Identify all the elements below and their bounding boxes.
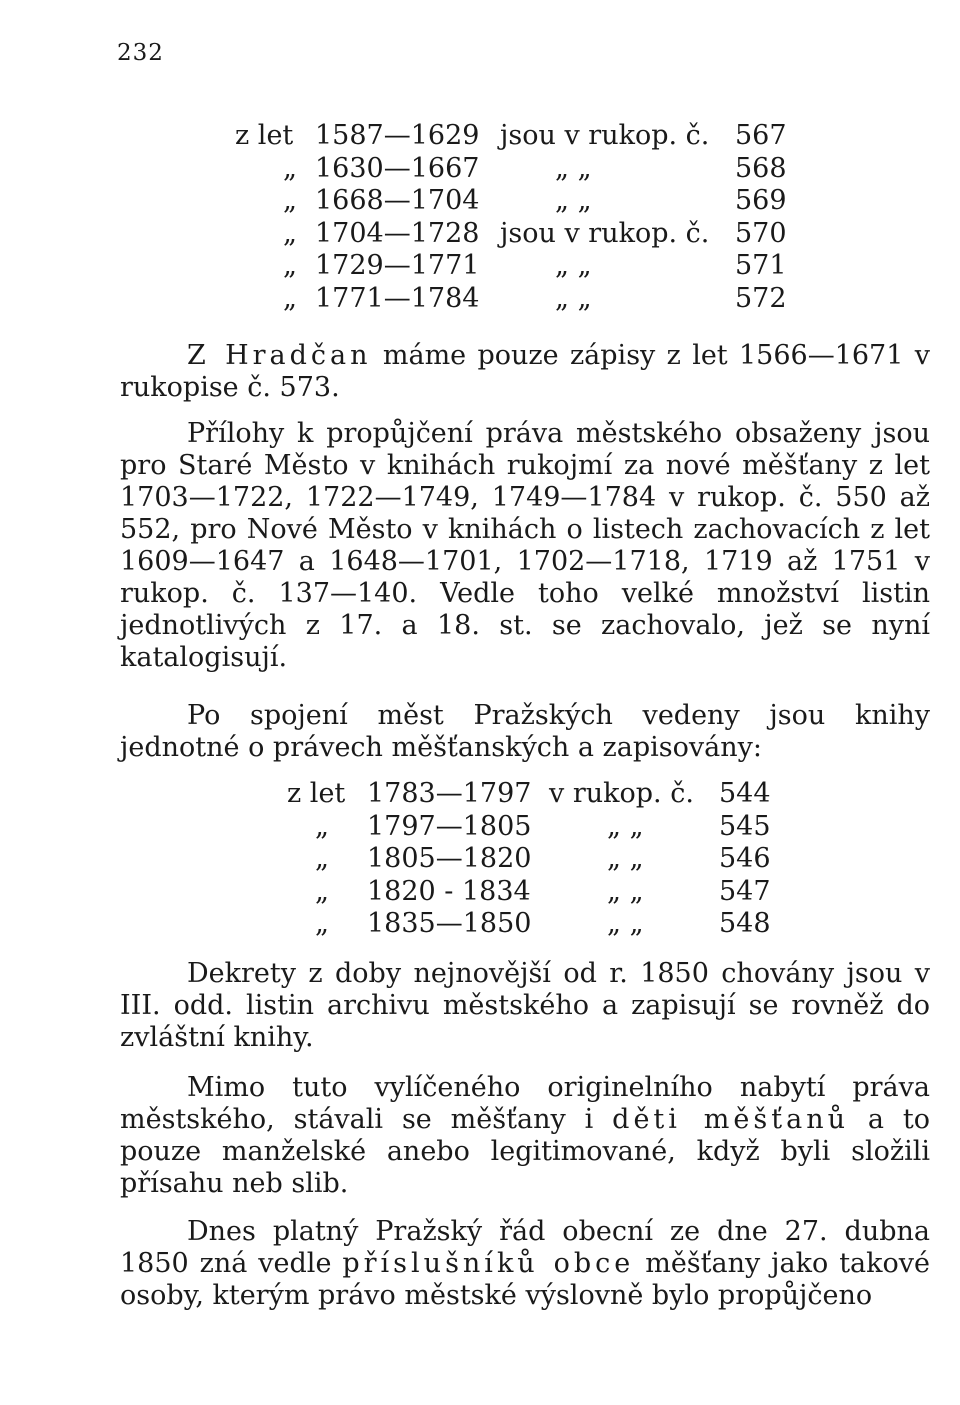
- row-lead: „: [315, 908, 329, 939]
- row-ref: „ „: [607, 843, 644, 874]
- row-lead: „: [283, 282, 297, 314]
- paragraph-municipal-order: [120, 1216, 930, 1312]
- spaced-term: příslušníků obce: [342, 1248, 635, 1279]
- row-lead: „: [315, 843, 329, 874]
- row-range: 1771—1784: [315, 282, 480, 314]
- row-range: 1820 - 1834: [367, 875, 531, 907]
- row-ref: „ „: [555, 250, 592, 281]
- row-range: 1668—1704: [315, 185, 480, 216]
- row-range: 1797—1805: [367, 810, 532, 842]
- row-lead: „: [283, 185, 297, 216]
- row-lead: „: [283, 152, 297, 184]
- row-ref: „ „: [555, 152, 592, 184]
- row-range: 1704—1728: [315, 217, 480, 249]
- row-ref: „ „: [607, 908, 644, 939]
- row-number: 546: [719, 843, 771, 874]
- paragraph-decrees: Dekrety z doby nejnovější od r. 1850 chovány jsou v III. odd. listin archivu městského a zapisují se rovněž do zvláštní knihy.: [120, 958, 930, 1053]
- row-ref: jsou v rukop. č.: [500, 120, 710, 151]
- spaced-place-name: Z Hradčan: [187, 340, 372, 371]
- row-number: 570: [735, 217, 787, 249]
- row-number: 544: [719, 778, 771, 809]
- row-number: 569: [735, 185, 787, 216]
- row-number: 567: [735, 120, 787, 151]
- paragraph-children: [120, 1072, 930, 1200]
- row-range: 1587—1629: [315, 120, 480, 151]
- row-ref: „ „: [555, 185, 592, 216]
- row-lead: „: [315, 810, 329, 842]
- row-ref: jsou v rukop. č.: [500, 217, 710, 249]
- paragraph-union: Po spojení měst Pražských vedeny jsou knihy jednotné o právech měšťanských a zapisovány:: [120, 700, 930, 763]
- row-lead: „: [315, 875, 329, 907]
- row-ref: v rukop. č.: [549, 778, 694, 809]
- row-ref: „ „: [607, 875, 644, 907]
- row-number: 548: [719, 908, 771, 939]
- row-range: 1783—1797: [367, 778, 532, 809]
- spaced-term: děti měšťanů: [612, 1104, 849, 1135]
- row-ref: „ „: [607, 810, 644, 842]
- paragraph-text: máme pouze zápisy z let 1566—1671 v rukopise č. 573.: [120, 340, 930, 403]
- row-lead: „: [283, 250, 297, 281]
- paragraph-text: a to pouze manželské anebo legitimované, když byli složili přísahu neb slib.: [120, 1104, 930, 1199]
- row-number: 572: [735, 282, 787, 314]
- paragraph-hradcany: [120, 340, 930, 404]
- paragraph-attachments: Přílohy k propůjčení práva městského obsaženy jsou pro Staré Město v knihách rukojmí za nové měšťany z let 1703—1722, 1722—1749, 1749—1784 v rukop. č. 550 až 552, pro Nové Město v knihách o listech zachovacích z let 1609—1647 a 1648—1701, 1702—1718, 1719 až 1751 v rukop. č. 137—140. Vedle toho velké množství listin jednotlivých z 17. a 18. st. se zachovalo, jež se nyní katalogisují.: [120, 418, 930, 673]
- row-range: 1630—1667: [315, 152, 480, 184]
- row-number: 571: [735, 250, 787, 281]
- paragraph-text: měšťany jako takové osoby, kterým právo městské výslovně bylo propůjčeno: [120, 1248, 930, 1311]
- row-ref: „ „: [555, 282, 592, 314]
- row-range: 1835—1850: [367, 908, 532, 939]
- row-range: 1805—1820: [367, 843, 532, 874]
- row-number: 545: [719, 810, 771, 842]
- row-lead: z let: [235, 120, 294, 151]
- paragraph-text: Dnes platný Pražský řád obecní ze dne 27. dubna 1850 zná vedle: [120, 1216, 930, 1279]
- page-number: 232: [117, 40, 164, 66]
- row-range: 1729—1771: [315, 250, 480, 281]
- row-number: 547: [719, 875, 771, 907]
- paragraph-text: Mimo tuto vylíčeného originelního nabytí práva městského, stávali se měšťany i: [120, 1072, 930, 1135]
- row-lead: „: [283, 217, 297, 249]
- row-lead: z let: [287, 778, 346, 809]
- row-number: 568: [735, 152, 787, 184]
